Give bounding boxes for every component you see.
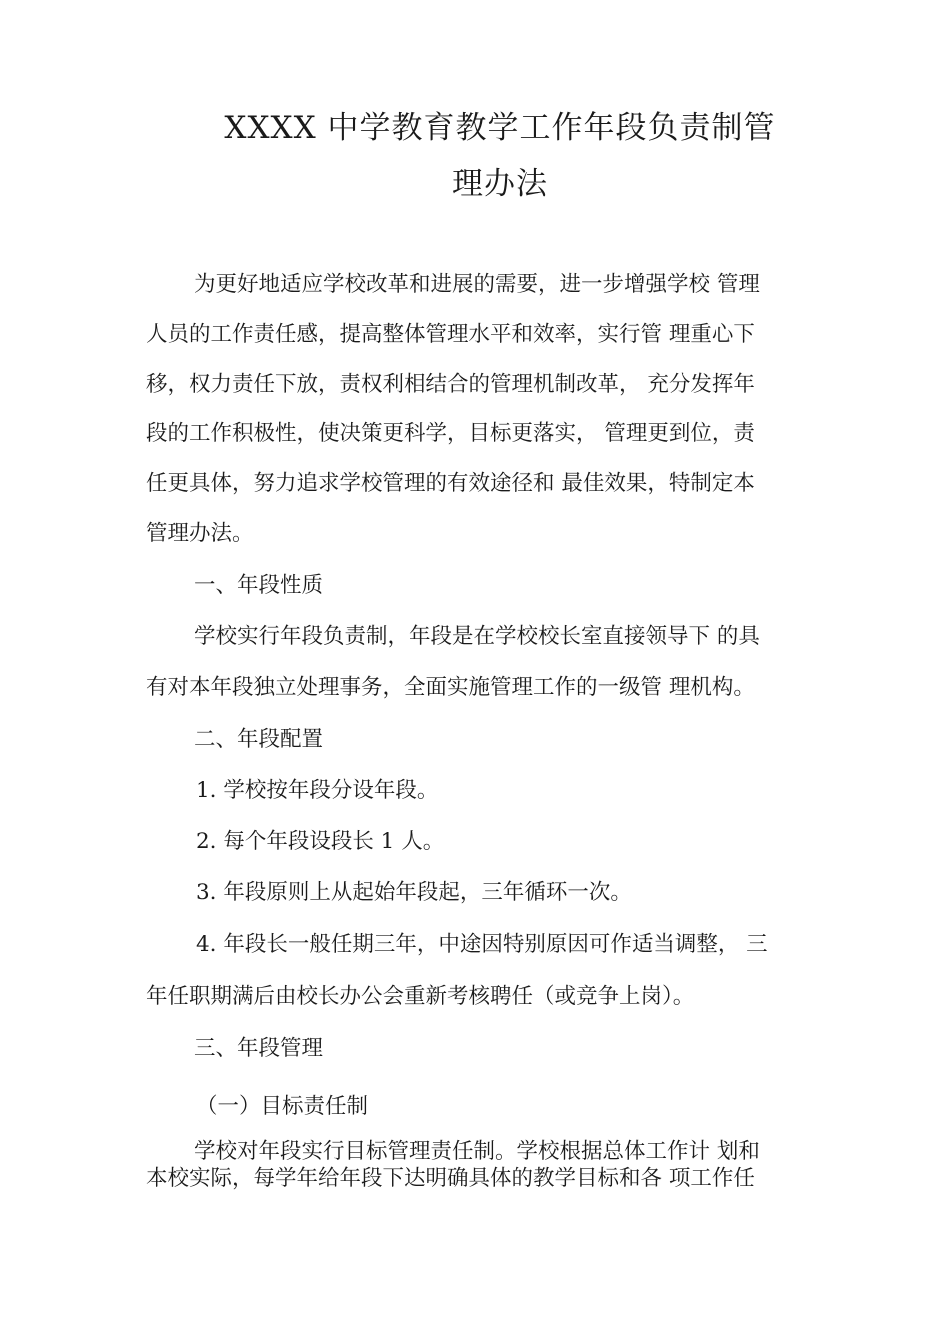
section-2-item-3: 3. 年段原则上从起始年段起，三年循环一次。 — [196, 880, 632, 905]
section-2-item-1: 1. 学校按年段分设年段。 — [196, 778, 439, 803]
section-2-item-2: 2. 每个年段设段长 1 人。 — [196, 829, 445, 854]
document-title-line-1: XXXX 中学教育教学工作年段负责制管 — [224, 110, 776, 146]
intro-line-5: 任更具体，努力追求学校管理的有效途径和 最佳效果，特制定本 — [146, 471, 755, 496]
section-1-body-line-2: 有对本年段独立处理事务，全面实施管理工作的一级管 理机构。 — [146, 675, 755, 700]
section-2-heading: 二、年段配置 — [194, 727, 324, 752]
document-title-line-2: 理办法 — [452, 166, 548, 202]
section-2-item-4: 4. 年段长一般任期三年，中途因特别原因可作适当调整， 三 — [196, 932, 768, 957]
intro-line-4: 段的工作积极性，使决策更科学，目标更落实， 管理更到位，责 — [146, 421, 755, 446]
section-1-heading: 一、年段性质 — [194, 573, 324, 598]
section-3-heading: 三、年段管理 — [194, 1036, 324, 1061]
section-1-body-line-1: 学校实行年段负责制，年段是在学校校长室直接领导下 的具 — [194, 624, 760, 649]
intro-line-3: 移，权力责任下放，责权利相结合的管理机制改革， 充分发挥年 — [146, 372, 755, 397]
section-3-subheading-1: （一）目标责任制 — [196, 1094, 369, 1119]
section-3-body-line-2: 本校实际，每学年给年段下达明确具体的教学目标和各 项工作任 — [146, 1166, 755, 1191]
intro-line-6: 管理办法。 — [146, 521, 254, 546]
intro-line-2: 人员的工作责任感，提高整体管理水平和效率，实行管 理重心下 — [146, 322, 755, 347]
intro-line-1: 为更好地适应学校改革和进展的需要，进一步增强学校 管理 — [194, 272, 760, 297]
section-3-body-line-1: 学校对年段实行目标管理责任制。学校根据总体工作计 划和 — [194, 1139, 760, 1164]
section-2-item-4-continued: 年任职期满后由校长办公会重新考核聘任（或竞争上岗）。 — [146, 984, 695, 1009]
